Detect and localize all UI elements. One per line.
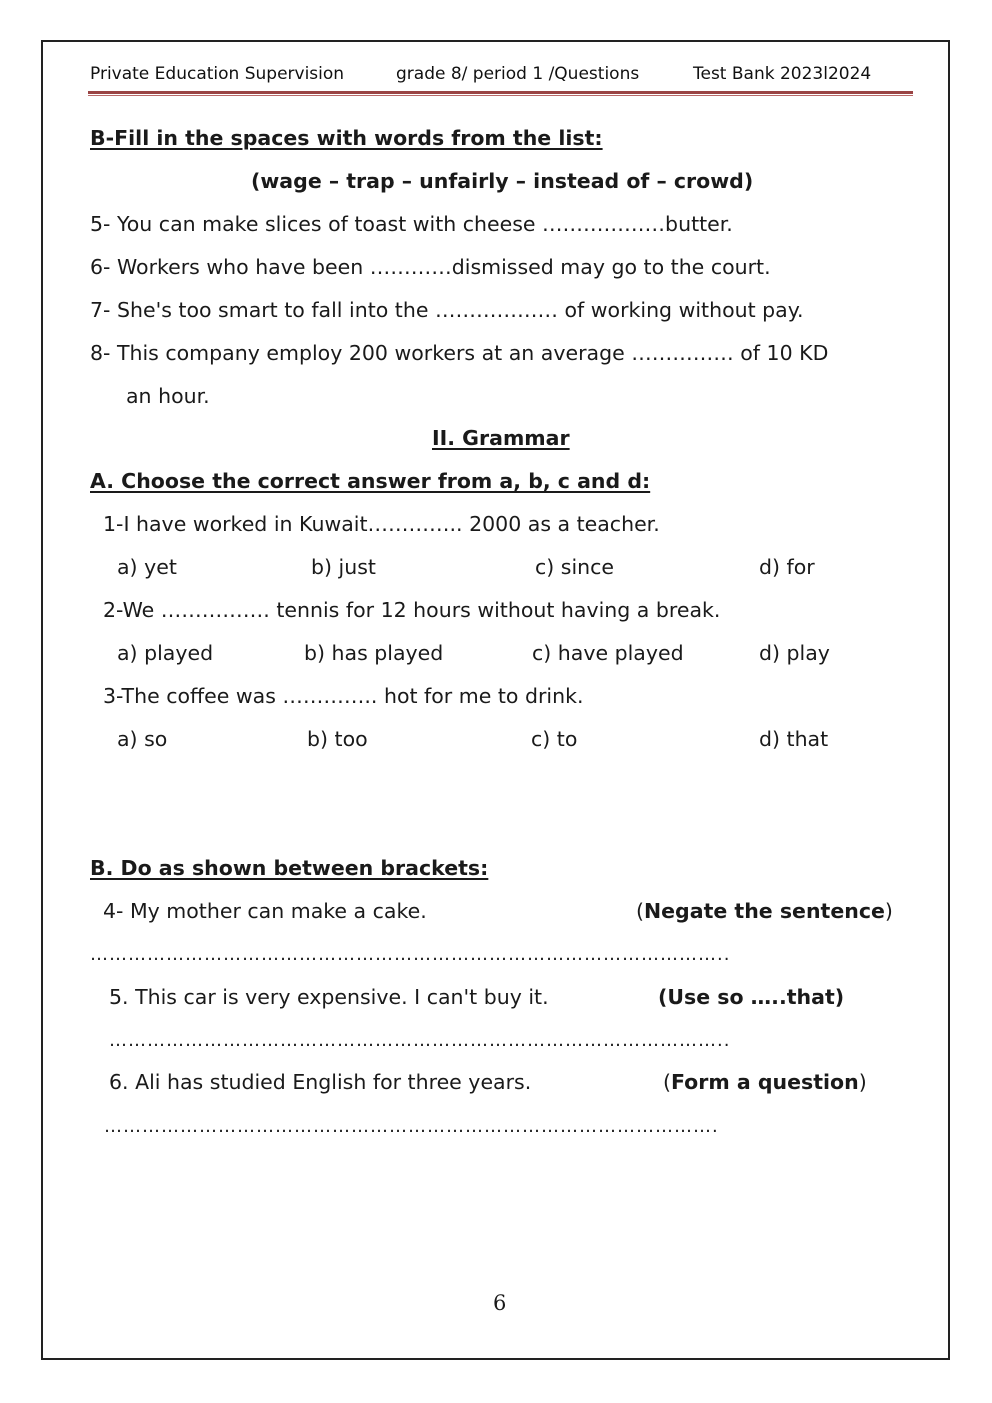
q3-option-b[interactable]: b) too xyxy=(307,727,368,751)
item-6-answer-line[interactable]: ……………………………………………………………………………………. xyxy=(104,1116,719,1137)
q1-option-a[interactable]: a) yet xyxy=(117,555,177,579)
q2-option-d[interactable]: d) play xyxy=(759,641,830,665)
item-4-instruction: (Negate the sentence) xyxy=(636,899,893,923)
item-6-text: 6. Ali has studied English for three years. xyxy=(109,1070,532,1094)
header-rule-thin xyxy=(88,95,913,96)
q3-option-a[interactable]: a) so xyxy=(117,727,168,751)
word-list: (wage – trap – unfairly – instead of – crowd) xyxy=(251,169,754,193)
question-2: 2-We ……………. tennis for 12 hours without having a break. xyxy=(103,598,721,622)
fill-item-6: 6- Workers who have been …………dismissed may go to the court. xyxy=(90,255,771,279)
item-4-text: 4- My mother can make a cake. xyxy=(103,899,427,923)
q3-option-d[interactable]: d) that xyxy=(759,727,829,751)
item-5-text: 5. This car is very expensive. I can't buy it. xyxy=(109,985,549,1009)
q1-option-c[interactable]: c) since xyxy=(535,555,615,579)
fill-heading: B-Fill in the spaces with words from the list: xyxy=(90,126,603,150)
q2-option-a[interactable]: a) played xyxy=(117,641,214,665)
page-number: 6 xyxy=(493,1291,507,1315)
grammar-title: II. Grammar xyxy=(432,426,570,450)
header-left: Private Education Supervision xyxy=(90,64,345,84)
item-5-answer-line[interactable]: …………………………………………………………………………………….. xyxy=(109,1030,731,1051)
header-right: Test Bank 2023l2024 xyxy=(693,64,872,84)
item-5-instruction: (Use so …..that) xyxy=(658,985,845,1009)
part-a-heading: A. Choose the correct answer from a, b, c and d: xyxy=(90,469,651,493)
fill-item-7: 7- She's too smart to fall into the ……………… of working without pay. xyxy=(90,298,804,322)
item-6-instruction: (Form a question) xyxy=(663,1070,867,1094)
q2-option-b[interactable]: b) has played xyxy=(304,641,444,665)
fill-item-8-cont: an hour. xyxy=(126,384,210,408)
q3-option-c[interactable]: c) to xyxy=(531,727,578,751)
question-3: 3-The coffee was ………….. hot for me to drink. xyxy=(103,684,584,708)
q2-option-c[interactable]: c) have played xyxy=(532,641,684,665)
fill-item-8: 8- This company employ 200 workers at an average …………… of 10 KD xyxy=(90,341,829,365)
header-middle: grade 8/ period 1 /Questions xyxy=(396,64,640,84)
q1-option-b[interactable]: b) just xyxy=(311,555,376,579)
part-b-heading: B. Do as shown between brackets: xyxy=(90,856,489,880)
q1-option-d[interactable]: d) for xyxy=(759,555,815,579)
item-4-answer-line[interactable]: ……………………………………………………………………………………….. xyxy=(90,944,731,965)
fill-item-5: 5- You can make slices of toast with cheese ………………butter. xyxy=(90,212,733,236)
header-rule xyxy=(88,91,913,94)
question-1: 1-I have worked in Kuwait………….. 2000 as a teacher. xyxy=(103,512,660,536)
